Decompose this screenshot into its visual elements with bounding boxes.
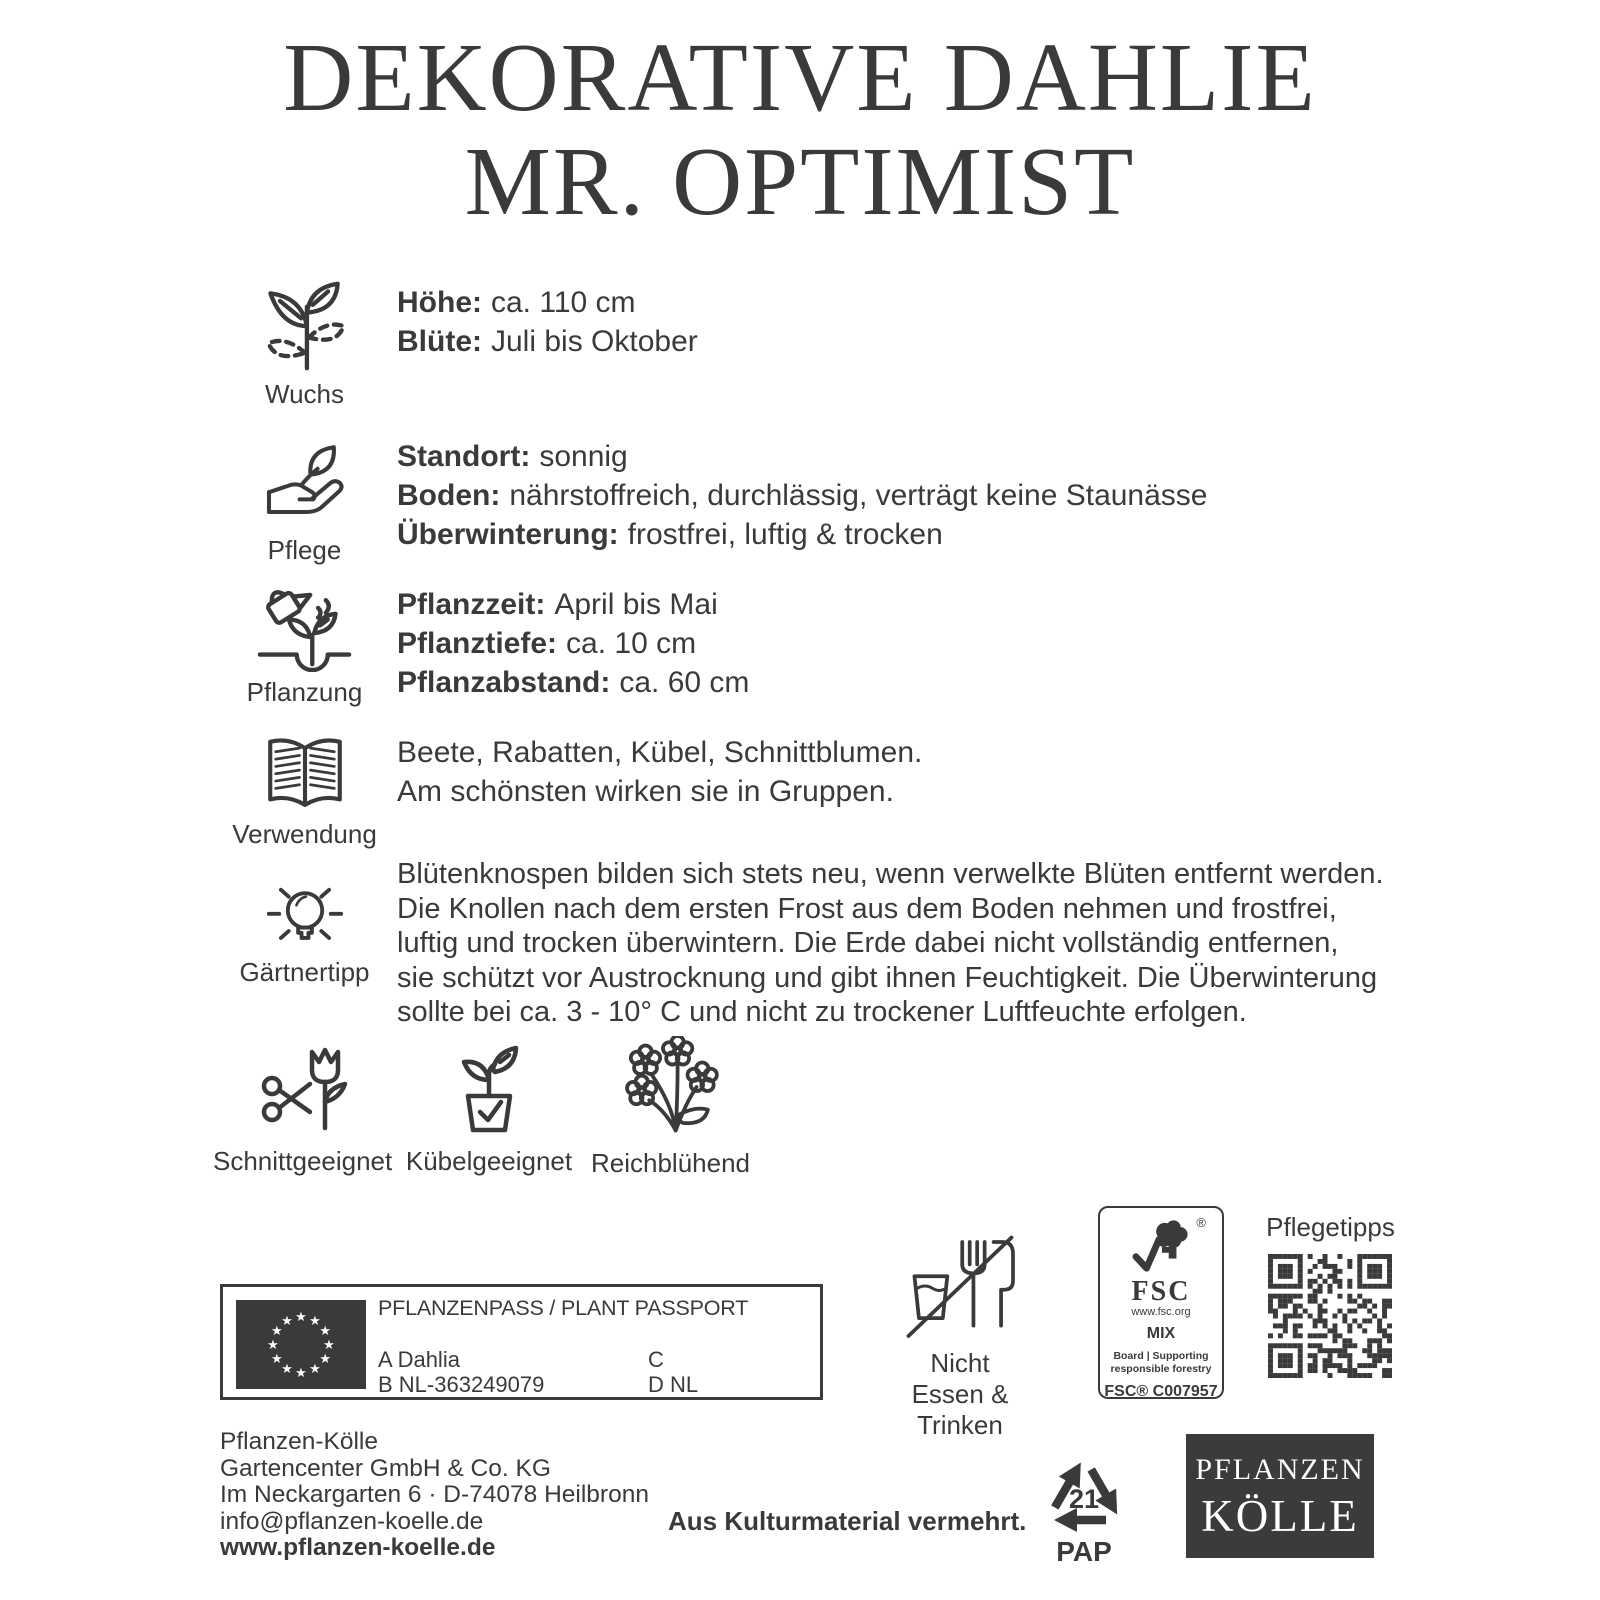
svg-text:★: ★ — [319, 1351, 332, 1366]
svg-text:★: ★ — [295, 1365, 307, 1380]
company-street: Im Neckargarten 6 · D-74078 Heilbronn — [220, 1481, 649, 1508]
passport-field-c: C — [648, 1347, 664, 1372]
section-wuchs-iconbox — [212, 278, 397, 410]
fsc-label — [1098, 1206, 1224, 1399]
feature-label: Reichblühend — [590, 1148, 750, 1178]
scissors-tulip-icon — [252, 1038, 352, 1138]
section-verwendung-iconbox — [212, 728, 397, 850]
propagation-note: Aus Kulturmaterial vermehrt. — [668, 1506, 1027, 1536]
tip-line: sollte bei ca. 3 - 10° C und nicht zu trockener Luftfeuchte erfolgen. — [397, 996, 1247, 1028]
tip-line: Blütenknospen bilden sich stets neu, wenn verwelkte Blüten entfernt werden. — [397, 858, 1384, 890]
recycling-code: 21 — [1068, 1484, 1100, 1514]
recycling-block — [1032, 1436, 1136, 1568]
watering-can-icon — [256, 575, 353, 672]
feature-schnittgeeignet — [213, 1038, 391, 1177]
passport-field-a: A Dahlia — [378, 1347, 460, 1372]
fsc-grade: MIX — [1146, 1325, 1176, 1342]
fsc-tree-check-icon — [1130, 1218, 1192, 1274]
plant-passport-box — [220, 1284, 823, 1400]
fsc-url: www.fsc.org — [1131, 1306, 1191, 1318]
page-title — [0, 26, 1600, 234]
title-line-2: MR. OPTIMIST — [464, 128, 1136, 235]
info-row: Pflanzzeit: April bis Mai — [397, 588, 718, 621]
section-label-verwendung: Verwendung — [232, 819, 377, 849]
section-label-wuchs: Wuchs — [265, 379, 344, 409]
svg-text:★: ★ — [323, 1337, 335, 1352]
company-email: info@pflanzen-koelle.de — [220, 1507, 484, 1535]
no-eating-drinking-icon — [904, 1230, 1016, 1342]
lightbulb-icon — [262, 874, 348, 952]
tip-line: luftig und trocken überwintern. Die Erde dabei nicht vollständig entfernen, — [397, 927, 1339, 959]
brand-line-1: PFLANZEN — [1195, 1453, 1365, 1486]
company-name: Pflanzen-Kölle — [220, 1428, 378, 1455]
company-address — [220, 1429, 649, 1562]
svg-text:★: ★ — [267, 1337, 279, 1352]
info-row: Boden: nährstoffreich, durchlässig, verträgt keine Staunässe — [397, 479, 1208, 512]
company-website: www.pflanzen-koelle.de — [220, 1534, 496, 1561]
section-pflege-text — [397, 437, 1208, 554]
tip-line: sie schützt vor Austrocknung und gibt ihnen Feuchtigkeit. Die Überwinterung — [397, 961, 1378, 994]
svg-text:★: ★ — [309, 1312, 321, 1328]
section-label-gaertnertipp: Gärtnertipp — [239, 957, 370, 987]
section-gaertnertipp-text — [397, 857, 1384, 1030]
section-pflanzung-iconbox — [212, 575, 397, 708]
section-label-pflanzung: Pflanzung — [246, 677, 363, 707]
brand-logo — [1186, 1434, 1374, 1558]
flower-bunch-icon — [619, 1036, 723, 1140]
info-row: Pflanzabstand: ca. 60 cm — [397, 666, 750, 699]
info-row: Am schönsten wirken sie in Gruppen. — [397, 775, 894, 808]
svg-text:★: ★ — [270, 1351, 283, 1366]
feature-label: Schnittgeeignet — [213, 1146, 393, 1176]
feature-kuebelgeeignet — [405, 1038, 573, 1177]
feature-label: Kübelgeeignet — [405, 1146, 573, 1176]
section-label-pflege: Pflege — [267, 535, 342, 565]
info-row: Höhe: ca. 110 cm — [397, 286, 636, 319]
title-line-1: DEKORATIVE DAHLIE — [283, 24, 1317, 131]
company-legal: Gartencenter GmbH & Co. KG — [220, 1454, 551, 1482]
registered-mark: ® — [1196, 1215, 1206, 1230]
svg-text:★: ★ — [281, 1312, 293, 1328]
tip-line: Die Knollen nach dem ersten Frost aus dem Boden nehmen und frostfrei, — [397, 892, 1337, 925]
info-row: Blüte: Juli bis Oktober — [397, 325, 698, 358]
section-verwendung-text — [397, 733, 922, 811]
open-book-icon — [259, 728, 351, 814]
svg-text:★: ★ — [295, 1309, 307, 1324]
section-wuchs-text — [397, 283, 698, 361]
passport-field-d: D NL — [648, 1372, 699, 1397]
section-pflege-iconbox — [212, 440, 397, 566]
recycling-material: PAP — [1056, 1536, 1112, 1567]
section-pflanzung-text — [397, 585, 749, 702]
no-food-block — [880, 1230, 1040, 1441]
qr-code — [1268, 1254, 1392, 1378]
svg-text:★: ★ — [270, 1323, 283, 1338]
info-row: Beete, Rabatten, Kübel, Schnittblumen. — [397, 736, 923, 769]
potted-plant-check-icon — [439, 1038, 539, 1138]
section-gaertnertipp-iconbox — [212, 874, 397, 988]
eu-flag — [236, 1300, 366, 1389]
info-row: Überwinterung: frostfrei, luftig & trocken — [397, 518, 943, 551]
care-tips-label: Pflegetipps — [1266, 1212, 1395, 1242]
svg-text:★: ★ — [319, 1323, 332, 1338]
svg-text:★: ★ — [309, 1361, 321, 1377]
growth-icon — [257, 278, 353, 374]
info-row: Pflanztiefe: ca. 10 cm — [397, 627, 697, 660]
passport-title: PFLANZENPASS / PLANT PASSPORT — [378, 1296, 749, 1320]
fsc-claim: Board | Supporting responsible forestry — [1110, 1350, 1212, 1375]
recycling-triangle-icon — [1034, 1436, 1134, 1540]
no-food-label: Nicht Essen & Trinken — [911, 1348, 1009, 1440]
brand-line-2: KÖLLE — [1201, 1491, 1359, 1541]
hand-leaf-icon — [260, 440, 350, 530]
passport-field-b: B NL-363249079 — [378, 1372, 545, 1397]
info-row: Standort: sonnig — [397, 440, 628, 473]
feature-reichbluehend — [583, 1036, 758, 1179]
svg-text:★: ★ — [281, 1361, 293, 1377]
fsc-name: FSC — [1131, 1276, 1191, 1307]
fsc-license: FSC® C007957 — [1104, 1383, 1218, 1400]
